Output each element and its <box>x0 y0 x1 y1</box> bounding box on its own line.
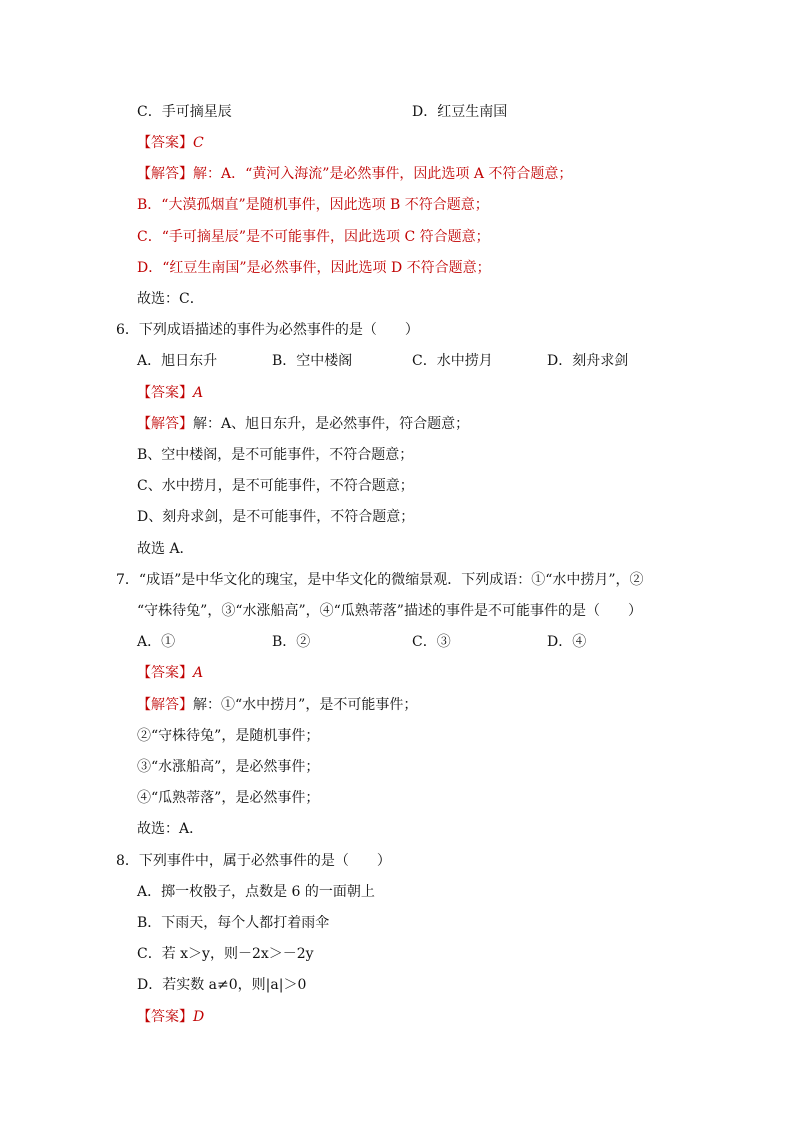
q5-answer-line <box>137 133 204 153</box>
answer-tag: 【答案】 <box>137 665 193 681</box>
q7-analysis-line-2: ②“守株待兔”，是随机事件； <box>137 728 320 744</box>
q7-analysis-line-4: ④“瓜熟蒂落”，是必然事件； <box>137 790 320 806</box>
q8-option-d: D．若实数 a≠0，则|a|＞0 <box>137 977 307 993</box>
q6-analysis-line-1 <box>137 414 469 434</box>
analysis-text: 解：①“水中捞月”，是不可能事件； <box>193 697 418 713</box>
answer-value: D <box>193 1009 205 1025</box>
q6-option-c: C．水中捞月 <box>412 353 493 369</box>
q6-analysis-line-3: C、水中捞月，是不可能事件，不符合题意； <box>137 478 414 494</box>
answer-value: A <box>193 385 204 401</box>
q7-option-c: C．③ <box>412 634 451 650</box>
q6-option-a: A．旭日东升 <box>137 353 218 369</box>
q5-analysis-line-3: C．“手可摘星辰”是不可能事件，因此选项 C 符合题意； <box>137 229 490 245</box>
q5-option-c: C．手可摘星辰 <box>137 104 232 120</box>
q8-option-c: C．若 x＞y，则－2x＞－2y <box>137 946 314 962</box>
q5-analysis-line-2: B．“大漠孤烟直”是随机事件，因此选项 B 不符合题意； <box>137 197 489 213</box>
q5-option-d: D．红豆生南国 <box>412 104 508 120</box>
q8-answer-line <box>137 1007 204 1027</box>
q6-analysis-line-4: D、刻舟求剑，是不可能事件，不符合题意； <box>137 509 415 525</box>
q6-option-d: D．刻舟求剑 <box>547 353 629 369</box>
q8-option-a: A．掷一枚骰子，点数是 6 的一面朝上 <box>137 884 375 900</box>
q7-analysis-line-3: ③“水涨船高”，是必然事件； <box>137 759 320 775</box>
q8-stem: 8．下列事件中，属于必然事件的是（ ） <box>116 853 391 869</box>
q7-option-a: A．① <box>137 634 176 650</box>
q7-analysis-line-1 <box>137 695 417 715</box>
q5-conclusion: 故选：C． <box>137 291 204 307</box>
q5-analysis-line-1 <box>137 164 572 184</box>
answer-tag: 【答案】 <box>137 135 193 151</box>
answer-value: C <box>193 135 204 151</box>
analysis-tag: 【解答】 <box>137 416 193 432</box>
analysis-text: 解：A．“黄河入海流”是必然事件，因此选项 A 不符合题意； <box>193 166 573 182</box>
q7-option-b: B．② <box>272 634 311 650</box>
q6-conclusion: 故选 A． <box>137 541 194 557</box>
q5-analysis-line-4: D．“红豆生南国”是必然事件，因此选项 D 不符合题意； <box>137 260 491 276</box>
analysis-tag: 【解答】 <box>137 166 193 182</box>
answer-tag: 【答案】 <box>137 385 193 401</box>
analysis-text: 解：A、旭日东升，是必然事件，符合题意； <box>193 416 470 432</box>
q6-answer-line <box>137 383 203 403</box>
q6-option-b: B．空中楼阁 <box>272 353 353 369</box>
answer-tag: 【答案】 <box>137 1009 193 1025</box>
answer-value: A <box>193 665 204 681</box>
q6-analysis-line-2: B、空中楼阁，是不可能事件，不符合题意； <box>137 447 414 463</box>
analysis-tag: 【解答】 <box>137 697 193 713</box>
q7-stem-line-2: “守株待兔”，③“水涨船高”，④“瓜熟蒂落”描述的事件是不可能事件的是（ ） <box>137 603 642 619</box>
q7-conclusion: 故选：A． <box>137 821 204 837</box>
q8-option-b: B．下雨天，每个人都打着雨伞 <box>137 915 330 931</box>
q6-stem: 6．下列成语描述的事件为必然事件的是（ ） <box>116 322 419 338</box>
q7-option-d: D．④ <box>547 634 587 650</box>
q7-answer-line <box>137 663 203 683</box>
q7-stem-line-1: 7．“成语”是中华文化的瑰宝，是中华文化的微缩景观．下列成语：①“水中捞月”，② <box>116 572 644 588</box>
